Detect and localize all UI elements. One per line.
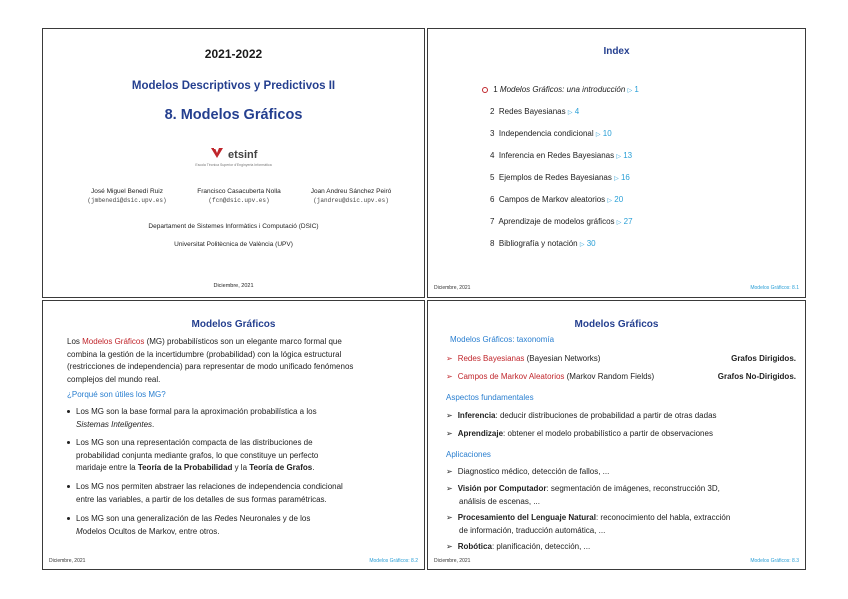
index-num: 7 xyxy=(490,217,495,226)
bullet-4: Los MG son una generalización de las Redes Neuronales y de los Modelos Ocultos de Markov, entre otros. xyxy=(67,513,310,538)
academic-year: 2021-2022 xyxy=(204,47,263,61)
intro-paragraph: Los Modelos Gráficos (MG) probabilísticos son un elegante marco formal que combina la gestión de la incertidumbre (probabilidad) con la lógica estructural (restricciones de independencia) para representar de modo unificado fenómenos complejos del mundo real. xyxy=(67,337,354,384)
bullet-1: Los MG son la base formal para la aproximación probabilística a los Sistemas Inteligentes. xyxy=(67,406,317,431)
author-email: (fcn@dsic.upv.es) xyxy=(208,197,270,204)
slide-title-page xyxy=(42,28,425,298)
arrow-bullet-icon: ➢ xyxy=(446,542,453,551)
arrow-bullet-icon: ➢ xyxy=(446,484,453,493)
author-1 xyxy=(81,188,173,204)
index-item-2[interactable] xyxy=(490,107,579,116)
arrow-bullet-icon: ➢ xyxy=(446,354,453,363)
arrow-bullet-icon: ➢ xyxy=(446,467,453,476)
page-pointer-icon: ▷ xyxy=(616,154,621,160)
index-item-3[interactable] xyxy=(490,129,612,138)
index-page: 27 xyxy=(623,217,633,226)
index-text: Independencia condicional xyxy=(498,129,594,138)
page-pointer-icon: ▷ xyxy=(567,110,573,116)
current-section-icon xyxy=(482,87,488,93)
author-email: (jmbenedi@dsic.upv.es) xyxy=(87,197,167,204)
footer-date: Diciembre, 2021 xyxy=(49,558,86,564)
application-robotica: ➢ Robótica: planificación, detección, ... xyxy=(446,541,590,554)
page-pointer-icon: ▷ xyxy=(607,198,613,204)
index-page: 30 xyxy=(586,239,596,248)
index-text: Campos de Markov aleatorios xyxy=(498,195,606,204)
footer-date: Diciembre, 2021 xyxy=(434,558,471,564)
aspect-inferencia: ➢ Inferencia: deducir distribuciones de probabilidad a partir de otras dadas xyxy=(446,410,717,423)
author-name: José Miguel Benedí Ruiz xyxy=(91,188,163,195)
index-text: Redes Bayesianas xyxy=(498,107,566,116)
index-num: 4 xyxy=(490,151,495,160)
index-item-6[interactable] xyxy=(490,195,623,204)
arrow-bullet-icon: ➢ xyxy=(446,372,453,381)
slide-modelos-graficos-intro xyxy=(42,300,425,570)
department: Departament de Sistemes Informàtics i Computació (DSIC) xyxy=(148,223,319,230)
taxonomy-item-mrf: ➢ Campos de Markov Aleatorios (Markov Random Fields) Grafos No-Dirigidos. xyxy=(446,371,796,384)
bullet-icon xyxy=(67,517,70,520)
page-pointer-icon: ▷ xyxy=(616,220,622,226)
index-num: 2 xyxy=(490,107,495,116)
lecture-title: 8. Modelos Gráficos xyxy=(164,107,303,123)
index-page: 10 xyxy=(602,129,612,138)
bullet-icon xyxy=(67,441,70,444)
index-num: 6 xyxy=(490,195,495,204)
arrow-bullet-icon: ➢ xyxy=(446,513,453,522)
index-num: 5 xyxy=(490,173,495,182)
page-pointer-icon: ▷ xyxy=(614,176,619,182)
index-page: 13 xyxy=(623,151,633,160)
index-page: 4 xyxy=(574,107,580,116)
footer-page: Modelos Gráficos: 8.2 xyxy=(369,558,418,564)
application-diagnostico: ➢ Diagnostico médico, detección de fallos, ... xyxy=(446,466,609,479)
index-text: Bibliografía y notación xyxy=(498,239,578,248)
index-page: 16 xyxy=(620,173,630,182)
etsinf-logo xyxy=(43,146,424,164)
etsinf-logo-mark-icon xyxy=(210,146,224,164)
date: Diciembre, 2021 xyxy=(213,283,254,289)
aspect-aprendizaje: ➢ Aprendizaje: obtener el modelo probabilístico a partir de observaciones xyxy=(446,428,713,441)
application-pln: ➢ Procesamiento del Lenguaje Natural: reconocimiento del habla, extracción de información, traducción automática, ... xyxy=(446,513,731,535)
applications-heading: Aplicaciones xyxy=(446,450,491,459)
bullet-2: Los MG son una representación compacta de las distribuciones de probabilidad conjunta mediante grafos, lo que constituye un perfecto maridaje entre la Teoría de la Probabilidad y la Teoría de Grafos. xyxy=(67,437,318,475)
footer-page: Modelos Gráficos: 8.3 xyxy=(750,558,799,564)
author-name: Francisco Casacuberta Nolla xyxy=(197,188,281,195)
page-pointer-icon: ▷ xyxy=(579,242,585,248)
index-item-8[interactable] xyxy=(490,239,596,248)
author-2 xyxy=(189,188,289,204)
slide-title: Modelos Gráficos xyxy=(191,319,276,330)
author-name: Joan Andreu Sánchez Peiró xyxy=(310,188,392,195)
aspects-heading: Aspectos fundamentales xyxy=(446,393,534,402)
index-page: 1 xyxy=(634,85,639,94)
page-pointer-icon: ▷ xyxy=(627,88,633,94)
index-item-5[interactable] xyxy=(490,173,630,182)
slide-title: Index xyxy=(603,46,630,57)
index-text: Inferencia en Redes Bayesianas xyxy=(498,151,615,160)
index-item-7[interactable] xyxy=(490,217,633,226)
university: Universitat Politècnica de València (UPV) xyxy=(174,241,293,248)
page-pointer-icon: ▷ xyxy=(595,132,601,138)
bullet-3: Los MG nos permiten abstraer las relaciones de independencia condicional entre las variables, a partir de los detalles de sus formas paramétricas. xyxy=(67,481,343,506)
index-text: Aprendizaje de modelos gráficos xyxy=(498,217,615,226)
index-num: 8 xyxy=(490,239,495,248)
slide-modelos-graficos-taxonomia xyxy=(427,300,806,570)
course-name: Modelos Descriptivos y Predictivos II xyxy=(131,80,336,92)
question-heading: ¿Porqué son útiles los MG? xyxy=(67,390,166,399)
author-3 xyxy=(298,188,404,204)
index-page: 20 xyxy=(614,195,624,204)
index-item-4[interactable] xyxy=(490,151,632,160)
logo-subtitle: Escola Tècnica Superior d'Enginyeria Informàtica xyxy=(195,163,272,167)
index-num: 3 xyxy=(490,129,495,138)
arrow-bullet-icon: ➢ xyxy=(446,411,453,420)
index-text: Modelos Gráficos: una introducción xyxy=(499,85,626,94)
index-item-1[interactable] xyxy=(482,85,639,94)
arrow-bullet-icon: ➢ xyxy=(446,429,453,438)
application-vision: ➢ Visión por Computador: segmentación de imágenes, reconstrucción 3D, análisis de escenas, ... xyxy=(446,484,720,506)
slide-index xyxy=(427,28,806,298)
index-num: 1 xyxy=(493,85,498,94)
taxonomy-heading: Modelos Gráficos: taxonomía xyxy=(450,335,555,344)
bullet-icon xyxy=(67,410,70,413)
footer-date: Diciembre, 2021 xyxy=(434,285,471,291)
footer-page: Modelos Gráficos: 8.1 xyxy=(750,285,799,291)
taxonomy-item-bn: ➢ Redes Bayesianas (Bayesian Networks) Grafos Dirigidos. xyxy=(446,353,796,366)
highlight-term: Modelos Gráficos xyxy=(82,337,145,346)
index-text: Ejemplos de Redes Bayesianas xyxy=(498,173,612,182)
bullet-icon xyxy=(67,485,70,488)
author-email: (jandreu@dsic.upv.es) xyxy=(313,197,389,204)
logo-text: etsinf xyxy=(228,149,258,161)
slide-title: Modelos Gráficos xyxy=(574,319,659,330)
